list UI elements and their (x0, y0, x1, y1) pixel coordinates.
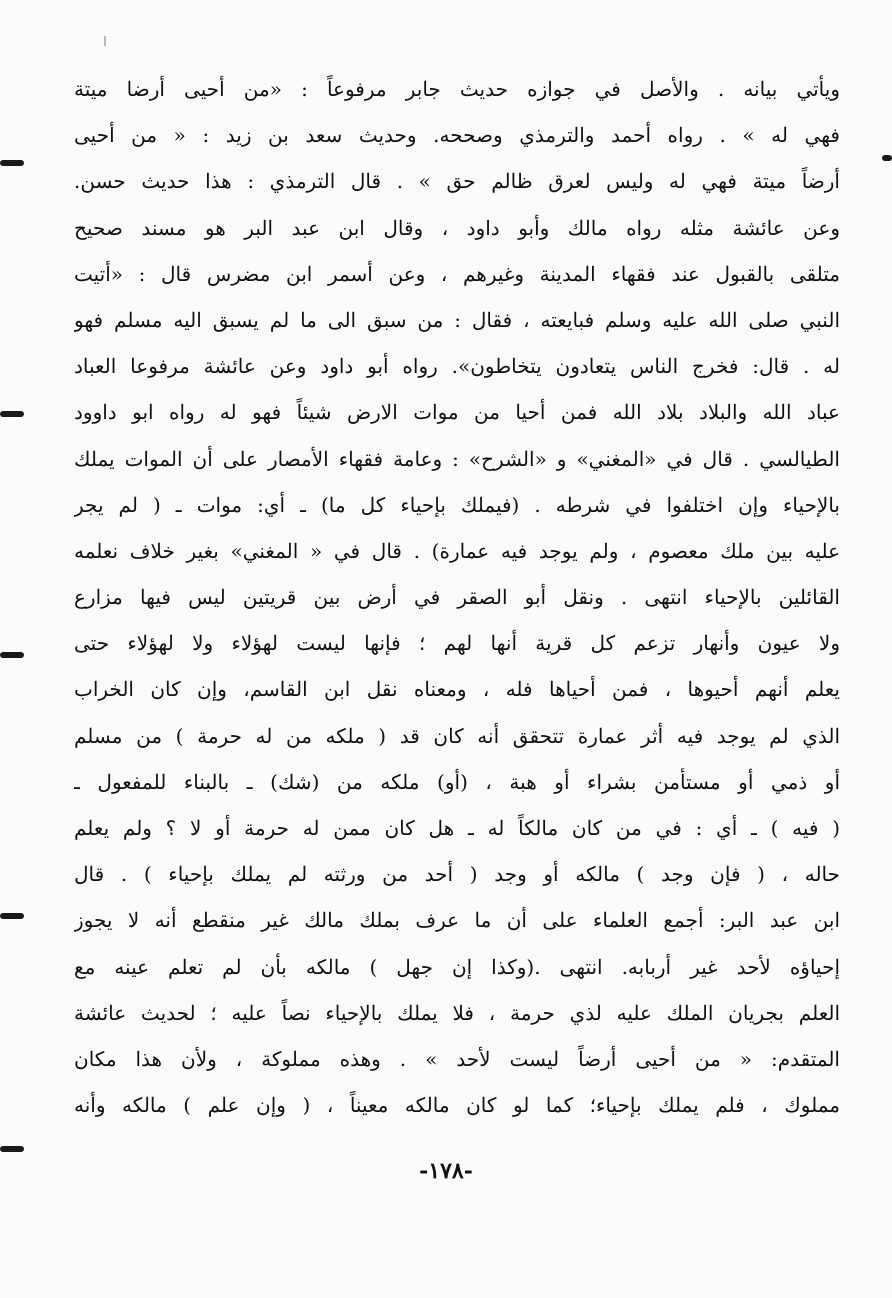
margin-mark (0, 160, 24, 166)
margin-mark (0, 913, 24, 919)
text-line: ولا عيون وأنهار تزعم كل قرية أنها لهم ؛ فإنها ليست لهؤلاء ولا لهؤلاء حتى (74, 631, 840, 656)
text-line: القائلين بالإحياء انتهى . ونقل أبو الصقر في أرض بين قريتين ليس فيها مزارع (74, 585, 840, 610)
margin-mark (0, 652, 24, 658)
text-line: الذي لم يوجد فيه أثر عمارة تتحقق أنه كان قد ( ملكه من له حرمة ) من مسلم (74, 723, 840, 748)
margin-mark (882, 155, 892, 161)
text-line: عليه بين ملك معصوم ، ولم يوجد فيه عمارة) . قال في « المغني» بغير خلاف نعلمه (74, 538, 840, 563)
margin-mark (0, 411, 24, 417)
text-line: بالإحياء وإن اختلفوا في شرطه . (فيملك بإحياء كل ما) ـ أي: موات ـ ( لم يجر (74, 492, 840, 517)
text-line: الطيالسي . قال في «المغني» و «الشرح» : وعامة فقهاء الأمصار على أن الموات يملك (74, 446, 840, 471)
text-line: وعن عائشة مثله رواه مالك وأبو داود ، وقال ابن عبد البر هو مسند صحيح (74, 215, 840, 240)
text-line: مملوك ، فلم يملك بإحياء؛ كما لو كان مالكه معيناً ، ( وإن علم ) مالكه وأنه (74, 1093, 840, 1118)
text-line: العلم بجريان الملك عليه لذي حرمة ، فلا يملك بالإحياء نصاً عليه ؛ لحديث عائشة (74, 1000, 840, 1025)
text-line: فهي له » . رواه أحمد والترمذي وصححه. وحديث سعد بن زيد : « من أحيى (74, 123, 840, 148)
page-number: -١٧٨- (419, 1158, 473, 1184)
text-line: أرضاً ميتة فهي له وليس لعرق ظالم حق » . قال الترمذي : هذا حديث حسن. (74, 169, 840, 194)
text-line: حاله ، ( فإن وجد ) مالكه أو وجد ( أحد من ورثته لم يملك بإحياء ) . قال (74, 862, 840, 887)
body-text (74, 66, 840, 1128)
text-line: يعلم أنهم أحيوها ، فمن أحياها فله ، ومعناه نقل ابن القاسم، وإن كان الخراب (74, 677, 840, 702)
text-line: ويأتي بيانه . والأصل في جوازه حديث جابر مرفوعاً : «من أحيى أرضا ميتة (74, 77, 840, 101)
text-line: ابن عبد البر: أجمع العلماء على أن ما عرف بملك مالك غير منقطع أنه لا يجوز (74, 908, 840, 933)
text-line: عباد الله والبلاد بلاد الله فمن أحيا من موات الارض شيئاً فهو له رواه ابو داوود (74, 400, 840, 425)
text-line: أو ذمي أو مستأمن بشراء أو هبة ، (أو) ملكه من (شك) ـ بالبناء للمفعول ـ (74, 769, 840, 794)
text-line: المتقدم: « من أحيى أرضاً ليست لأحد » . وهذه مملوكة ، ولأن هذا مكان (74, 1046, 840, 1071)
text-line: له . قال: فخرج الناس يتعادون يتخاطون». رواه أبو داود وعن عائشة مرفوعا العباد (74, 354, 840, 379)
margin-mark (0, 1146, 24, 1152)
text-line: ( فيه ) ـ أي : في من كان مالكاً له ـ هل كان ممن له حرمة أو لا ؟ ولم يعلم (74, 816, 840, 840)
scan-speck (104, 36, 106, 46)
text-line: إحياؤه لأحد غير أربابه. انتهى .(وكذا إن جهل ) مالكه بأن لم تعلم عينه مع (74, 954, 840, 979)
text-line: متلقى بالقبول عند فقهاء المدينة وغيرهم ، وعن أسمر ابن مضرس قال : «أتيت (74, 261, 840, 286)
text-line: النبي صلى الله عليه وسلم فبايعته ، فقال : من سبق الى ما لم يسبق اليه مسلم فهو (74, 307, 840, 332)
